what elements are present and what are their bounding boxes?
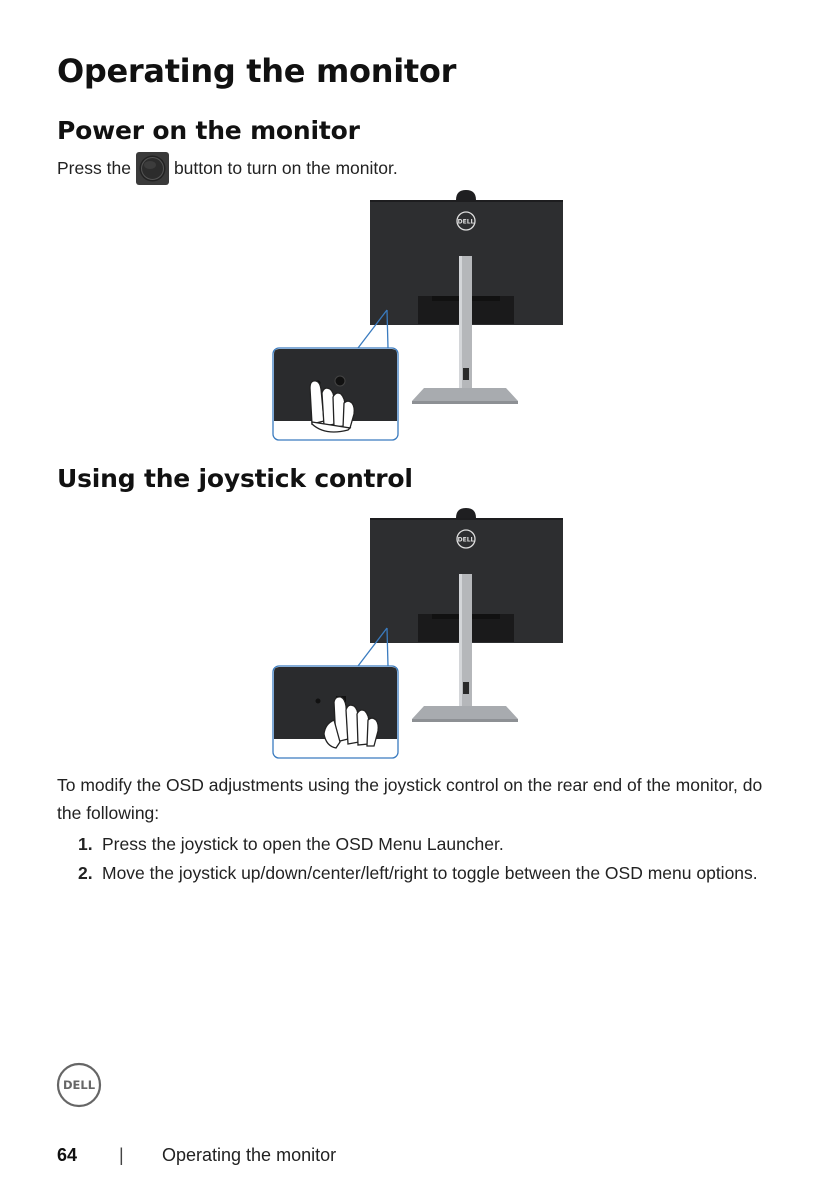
power-instruction-before: Press the xyxy=(57,158,131,178)
dell-logo-icon xyxy=(56,1062,102,1113)
footer-section-title: Operating the monitor xyxy=(162,1145,337,1165)
dell-logo-text: DELL xyxy=(62,1078,96,1092)
figure-logo-text: DELL xyxy=(457,218,475,226)
joystick-intro: To modify the OSD adjustments using the joystick control on the rear end of the monitor, do the following: xyxy=(57,775,763,823)
section-heading-power: Power on the monitor xyxy=(57,116,360,145)
list-item xyxy=(78,861,778,885)
figure-power-monitor xyxy=(270,188,570,449)
power-button-icon xyxy=(136,152,169,185)
list-item xyxy=(78,832,778,856)
step-number: 2. xyxy=(78,863,93,883)
section-heading-joystick: Using the joystick control xyxy=(57,464,413,493)
figure-logo-text-2: DELL xyxy=(457,536,475,544)
power-instruction-after: button to turn on the monitor. xyxy=(173,158,398,178)
step-text: Move the joystick up/down/center/left/right to toggle between the OSD menu options. xyxy=(102,863,758,883)
power-instruction xyxy=(57,155,398,181)
figure-joystick-monitor xyxy=(270,506,570,767)
step-text: Press the joystick to open the OSD Menu Launcher. xyxy=(102,834,504,854)
page-title: Operating the monitor xyxy=(57,52,457,90)
step-number: 1. xyxy=(78,834,93,854)
footer-separator: | xyxy=(119,1145,124,1165)
page-number: 64 xyxy=(57,1145,78,1165)
